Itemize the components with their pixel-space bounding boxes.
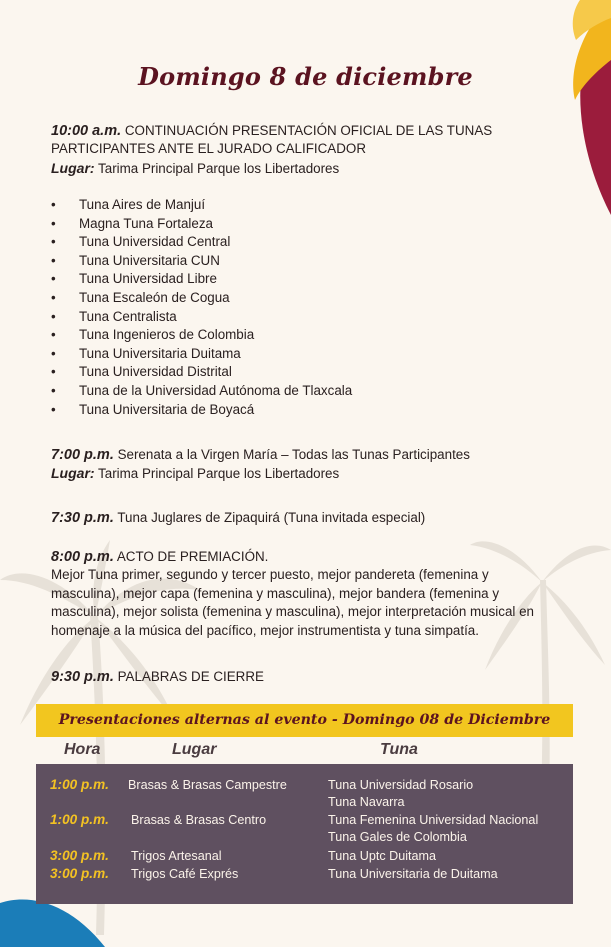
row-tuna: Tuna Gales de Colombia bbox=[328, 830, 467, 844]
place-value: Tarima Principal Parque los Libertadores bbox=[98, 160, 340, 176]
event-description: PALABRAS DE CIERRE bbox=[117, 669, 264, 684]
place-value: Tarima Principal Parque los Libertadores bbox=[98, 466, 340, 482]
list-item: • Tuna Universitaria Duitama bbox=[51, 345, 241, 361]
list-item: • Tuna Universitaria CUN bbox=[51, 252, 220, 268]
row-tuna: Tuna Universidad Rosario bbox=[328, 778, 474, 792]
row-hour: 1:00 p.m. bbox=[50, 812, 109, 827]
list-item: • Tuna Ingenieros de Colombia bbox=[51, 327, 255, 343]
list-item: • Tuna Universidad Distrital bbox=[51, 364, 232, 380]
event-time: 9:30 p.m. bbox=[51, 669, 114, 685]
table-banner: Presentaciones alternas al evento - Domingo 08 de Diciembre bbox=[36, 704, 573, 737]
column-header-tuna: Tuna bbox=[380, 741, 418, 758]
row-tuna: Tuna Navarra bbox=[328, 795, 405, 809]
event-juglares bbox=[51, 509, 551, 527]
place-label: Lugar: bbox=[51, 159, 95, 176]
event-description: ACTO DE PREMIACIÓN. bbox=[116, 549, 269, 564]
event-time: 7:00 p.m. bbox=[51, 447, 114, 463]
event-premiacion bbox=[51, 548, 551, 640]
row-hour: 3:00 p.m. bbox=[50, 848, 109, 863]
column-header-hora: Hora bbox=[64, 741, 101, 758]
column-header-lugar: Lugar bbox=[172, 741, 217, 758]
tunas-list bbox=[51, 196, 352, 419]
row-place: Brasas & Brasas Campestre bbox=[128, 778, 287, 792]
list-item: • Tuna Universidad Central bbox=[51, 234, 231, 250]
row-hour: 1:00 p.m. bbox=[50, 777, 109, 792]
page-title: Domingo 8 de diciembre bbox=[138, 62, 473, 91]
place-label: Lugar: bbox=[51, 465, 95, 482]
event-time: 8:00 p.m. bbox=[51, 549, 114, 565]
event-continuation bbox=[51, 122, 551, 178]
row-place: Trigos Café Exprés bbox=[131, 867, 239, 881]
row-tuna: Tuna Femenina Universidad Nacional bbox=[328, 813, 539, 827]
event-description: Serenata a la Virgen María – Todas las Tunas Participantes bbox=[117, 447, 470, 462]
event-time: 7:30 p.m. bbox=[51, 510, 114, 526]
event-serenata bbox=[51, 446, 551, 484]
row-hour: 3:00 p.m. bbox=[50, 866, 109, 881]
row-tuna: Tuna Universitaria de Duitama bbox=[328, 867, 498, 881]
row-place: Trigos Artesanal bbox=[131, 849, 222, 863]
list-item: • Tuna Universitaria de Boyacá bbox=[51, 401, 255, 417]
list-item: • Tuna de la Universidad Autónoma de Tlaxcala bbox=[51, 382, 353, 398]
list-item: • Tuna Universidad Libre bbox=[51, 271, 217, 287]
event-cierre bbox=[51, 668, 551, 686]
event-details: Mejor Tuna primer, segundo y tercer puesto, mejor pandereta (femenina y masculina), mejor capa (femenina y masculina), mejor bandera (femenina y masculina), mejor solista (femenina y masculina), mejor interpretación musical en homenaje a la música del pacífico, mejor instrumentista y tuna simpatía. bbox=[51, 567, 534, 638]
row-place: Brasas & Brasas Centro bbox=[131, 813, 267, 827]
event-description: Tuna Juglares de Zipaquirá (Tuna invitada especial) bbox=[117, 510, 426, 525]
list-item: • Magna Tuna Fortaleza bbox=[51, 215, 213, 231]
row-tuna: Tuna Uptc Duitama bbox=[328, 849, 437, 863]
list-item: • Tuna Centralista bbox=[51, 308, 177, 324]
event-description: CONTINUACIÓN PRESENTACIÓN OFICIAL DE LAS TUNAS PARTICIPANTES ANTE EL JURADO CALIFICADOR bbox=[51, 123, 493, 157]
feather-decoration bbox=[520, 0, 611, 240]
list-item: • Tuna Escaleón de Cogua bbox=[51, 289, 230, 305]
event-time: 10:00 a.m. bbox=[51, 123, 122, 139]
schedule-table bbox=[36, 764, 573, 904]
list-item: • Tuna Aires de Manjuí bbox=[51, 197, 206, 212]
